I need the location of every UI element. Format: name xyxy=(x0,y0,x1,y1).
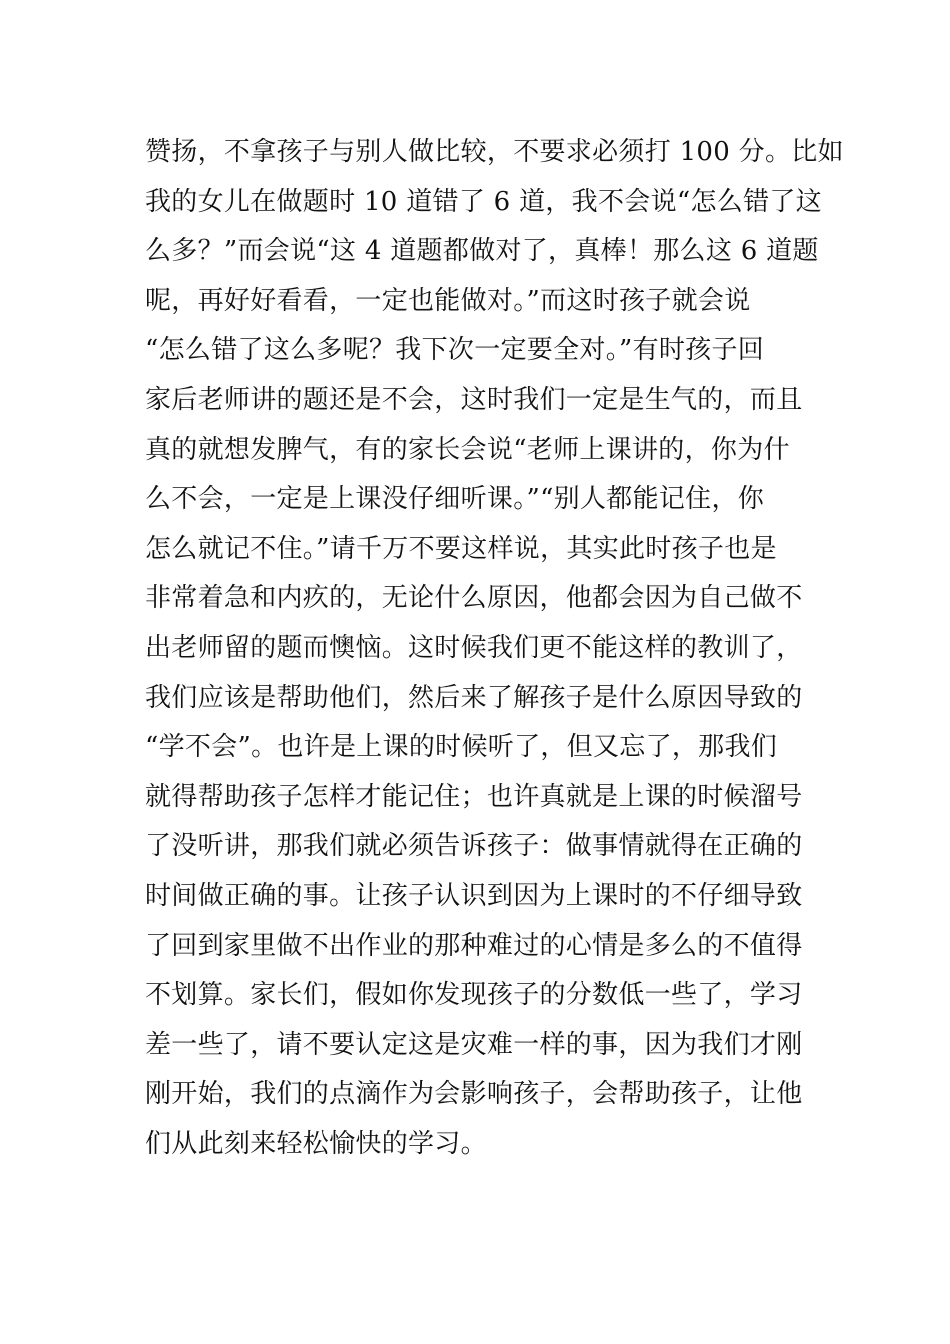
text-line: 非常着急和内疚的，无论什么原因，他都会因为自己做不 xyxy=(145,583,803,614)
text-line: 真的就想发脾气，有的家长会说“老师上课讲的，你为什 xyxy=(145,434,790,465)
text-line: 怎么就记不住。”请千万不要这样说，其实此时孩子也是 xyxy=(145,533,777,564)
body-paragraph xyxy=(145,128,844,1169)
text-line: 不划算。家长们，假如你发现孩子的分数低一些了，学习 xyxy=(145,980,803,1011)
text-line: 刚开始，我们的点滴作为会影响孩子，会帮助孩子，让他 xyxy=(145,1079,803,1110)
text-line: 么不会，一定是上课没仔细听课。”“别人都能记住，你 xyxy=(145,484,765,515)
text-line: 赞扬，不拿孩子与别人做比较，不要求必须打 100 分。比如 xyxy=(145,137,844,167)
text-line: 了回到家里做不出作业的那种难过的心情是多么的不值得 xyxy=(145,930,803,961)
text-line: 差一些了，请不要认定这是灾难一样的事，因为我们才刚 xyxy=(145,1029,803,1060)
text-line: 就得帮助孩子怎样才能记住；也许真就是上课的时候溜号 xyxy=(145,781,803,812)
text-line: 们从此刻来轻松愉快的学习。 xyxy=(145,1128,487,1159)
text-line: 家后老师讲的题还是不会，这时我们一定是生气的，而且 xyxy=(145,384,803,415)
text-line: 么多？”而会说“这 4 道题都做对了，真棒！那么这 6 道题 xyxy=(145,236,819,267)
text-line: “学不会”。也许是上课的时候听了，但又忘了，那我们 xyxy=(145,732,778,763)
text-line: 出老师留的题而懊恼。这时候我们更不能这样的教训了， xyxy=(145,632,803,663)
text-line: 我的女儿在做题时 10 道错了 6 道，我不会说“怎么错了这 xyxy=(145,186,822,217)
text-line: “怎么错了这么多呢？我下次一定要全对。”有时孩子回 xyxy=(145,335,765,366)
text-line: 我们应该是帮助他们，然后来了解孩子是什么原因导致的 xyxy=(145,682,803,713)
text-line: 时间做正确的事。让孩子认识到因为上课时的不仔细导致 xyxy=(145,880,803,911)
text-line: 呢，再好好看看，一定也能做对。”而这时孩子就会说 xyxy=(145,285,751,316)
text-line: 了没听讲，那我们就必须告诉孩子：做事情就得在正确的 xyxy=(145,831,803,862)
